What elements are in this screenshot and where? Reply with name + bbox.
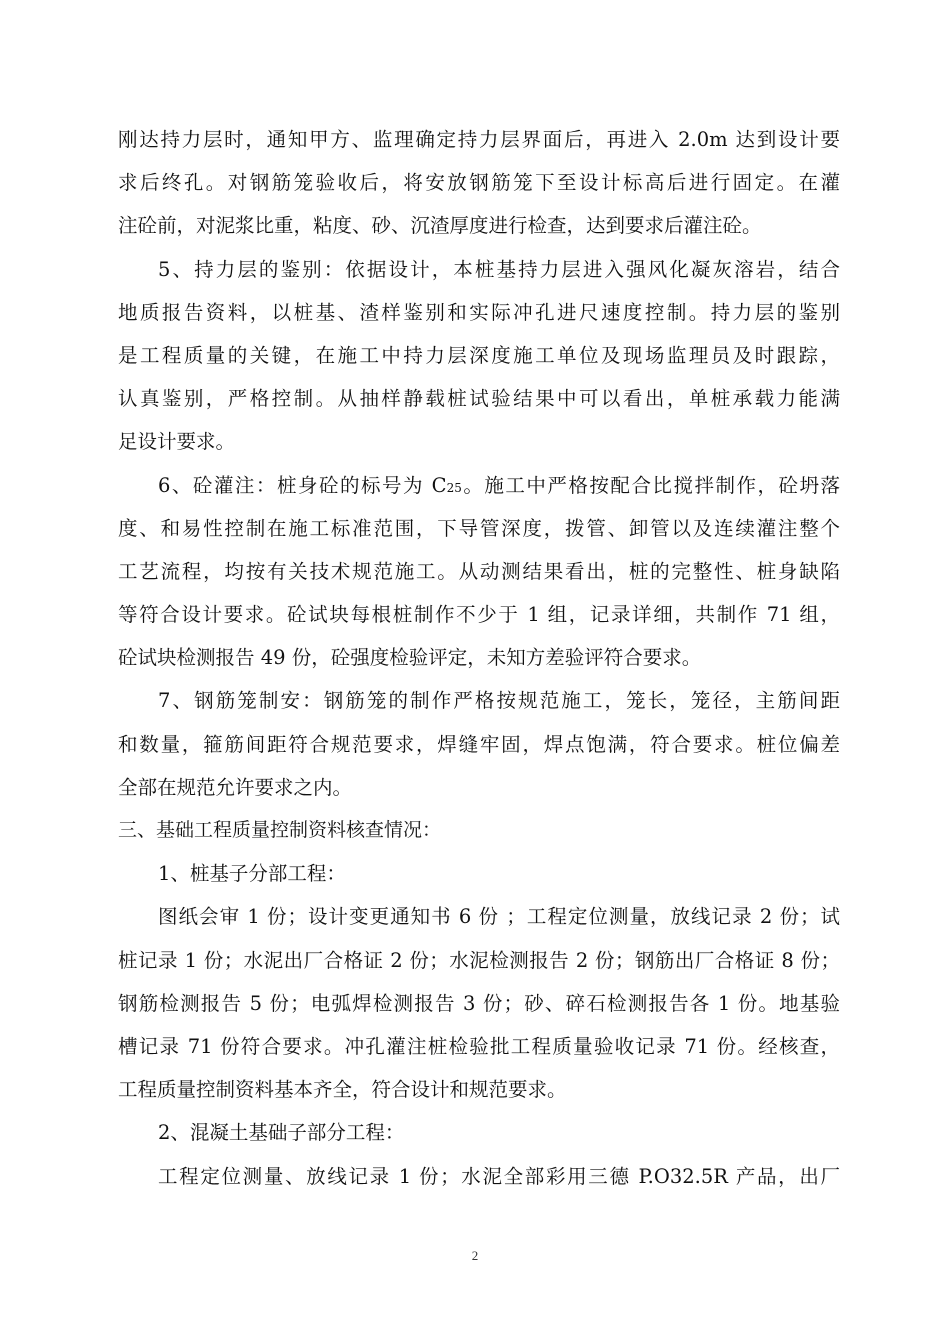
text-line: 工程质量控制资料基本齐全，符合设计和规范要求。	[118, 1078, 567, 1102]
text-line: 足设计要求。	[118, 430, 236, 454]
text-segment: 6、砼灌注：桩身砼的标号为 C	[158, 473, 447, 497]
subsection-heading: 2、混凝土基础子部分工程：	[158, 1121, 405, 1145]
text-line: 工艺流程，均按有关技术规范施工。从动测结果看出，桩的完整性、桩身缺陷	[118, 559, 840, 583]
page-number: 2	[471, 1248, 479, 1263]
text-line: 刚达持力层时，通知甲方、监理确定持力层界面后，再进入 2.0m 达到设计要	[118, 128, 840, 151]
text-line: 5、持力层的鉴别：依据设计，本桩基持力层进入强风化凝灰溶岩，结合	[158, 257, 840, 281]
text-line: 地质报告资料，以桩基、渣样鉴别和实际冲孔进尺速度控制。持力层的鉴别	[118, 300, 840, 324]
text-line: 砼试块检测报告 49 份，砼强度检验评定，未知方差验评符合要求。	[118, 646, 702, 670]
text-line: 和数量，箍筋间距符合规范要求，焊缝牢固，焊点饱满，符合要求。桩位偏差	[118, 732, 840, 756]
text-line: 钢筋检测报告 5 份；电弧焊检测报告 3 份；砂、碎石检测报告各 1 份。地基验	[118, 991, 840, 1015]
text-line: 认真鉴别，严格控制。从抽样静载桩试验结果中可以看出，单桩承载力能满	[118, 387, 840, 411]
text-line	[118, 464, 840, 507]
text-line: 等符合设计要求。砼试块每根桩制作不少于 1 组，记录详细，共制作 71 组，	[118, 603, 840, 627]
subscript-text: 25	[446, 480, 462, 495]
text-line: 是工程质量的关键，在施工中持力层深度施工单位及现场监理员及时跟踪，	[118, 343, 840, 367]
subsection-heading: 1、桩基子分部工程：	[158, 862, 346, 886]
text-segment: 。施工中严格按配合比搅拌制作，砼坍落	[461, 473, 840, 497]
text-line: 槽记录 71 份符合要求。冲孔灌注桩检验批工程质量验收记录 71 份。经核查，	[118, 1034, 840, 1058]
document-body	[118, 118, 840, 1198]
text-line: 求后终孔。对钢筋笼验收后，将安放钢筋笼下至设计标高后进行固定。在灌	[118, 171, 840, 195]
text-line: 度、和易性控制在施工标准范围，下导管深度，拨管、卸管以及连续灌注整个	[118, 516, 840, 540]
text-line: 全部在规范允许要求之内。	[118, 775, 353, 799]
text-line: 7、钢筋笼制安：钢筋笼的制作严格按规范施工，笼长，笼径，主筋间距	[158, 689, 840, 713]
text-line: 工程定位测量、放线记录 1 份；水泥全部彩用三德 P.O32.5R 产品，出厂	[158, 1164, 840, 1188]
section-heading: 三、基础工程质量控制资料核查情况：	[118, 819, 442, 841]
text-line: 注砼前，对泥浆比重，粘度、砂、沉渣厚度进行检查，达到要求后灌注砼。	[118, 214, 762, 238]
text-line: 桩记录 1 份；水泥出厂合格证 2 份；水泥检测报告 2 份；钢筋出厂合格证 8 份；	[118, 948, 840, 972]
text-line: 图纸会审 1 份；设计变更通知书 6 份 ；工程定位测量，放线记录 2 份；试	[158, 905, 840, 929]
